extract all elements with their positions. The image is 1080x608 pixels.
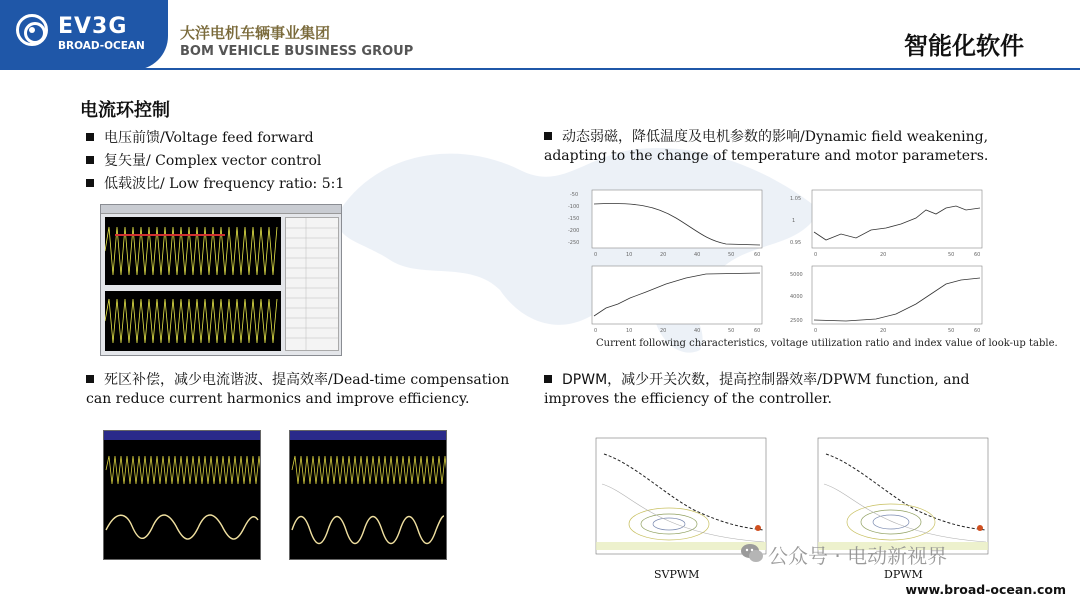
plot-voltage-utilization (786, 188, 986, 260)
footer-url[interactable]: www.broad-ocean.com (905, 582, 1066, 597)
plot-current-following (566, 188, 766, 260)
svg-text:10: 10 (626, 328, 633, 334)
page-title: 智能化软件 (904, 32, 1024, 60)
svg-text:1: 1 (792, 218, 796, 224)
svg-text:-100: -100 (568, 204, 580, 210)
bullet-square-icon (86, 179, 94, 187)
bullet-en: / Low frequency ratio: 5:1 (160, 176, 345, 192)
oscilloscope-before-compensation (103, 430, 261, 560)
svg-text:60: 60 (974, 328, 981, 334)
logo-subtitle: BROAD-OCEAN (58, 40, 145, 52)
bullet-square-icon (86, 156, 94, 164)
wechat-icon (740, 542, 764, 564)
svg-text:0: 0 (594, 252, 598, 258)
bullet-cn: 死区补偿，减少电流谐波、提高效率 (104, 372, 328, 388)
plots-caption: Current following characteristics, voltage utilization ratio and index value of look-up table. (596, 338, 1058, 349)
svg-text:-200: -200 (568, 228, 580, 234)
oscilloscope-after-compensation (289, 430, 447, 560)
bullet-voltage-feed-forward (86, 129, 314, 148)
svg-text:50: 50 (728, 328, 735, 334)
svg-text:20: 20 (880, 328, 887, 334)
bullet-complex-vector (86, 152, 321, 171)
oscilloscope-header (104, 431, 260, 440)
svg-text:-50: -50 (570, 192, 579, 198)
svg-text:-150: -150 (568, 216, 580, 222)
svg-text:60: 60 (754, 252, 761, 258)
svg-text:-250: -250 (568, 240, 580, 246)
svg-text:0: 0 (814, 252, 818, 258)
plot-current-step (566, 264, 766, 336)
svg-text:4000: 4000 (790, 294, 803, 300)
plot-lookup-index (786, 264, 986, 336)
bullet-cn: DPWM，减少开关次数，提高控制器效率 (562, 372, 818, 388)
scope-toolbar (101, 205, 341, 214)
svg-text:40: 40 (694, 252, 701, 258)
bullet-en: /Dynamic field weakening, adapting to the change of temperature and motor parameters. (544, 129, 989, 164)
bullet-cn: 动态弱磁，降低温度及电机参数的影响 (562, 129, 800, 145)
bullet-dpwm (544, 371, 1014, 409)
section-title: 电流环控制 (80, 100, 170, 121)
bullet-square-icon (86, 133, 94, 141)
svg-text:50: 50 (728, 252, 735, 258)
bullet-dynamic-field-weakening (544, 128, 1014, 166)
bullet-cn: 低载波比 (104, 176, 160, 192)
scope-side-panel (285, 217, 339, 351)
group-name-en: BOM VEHICLE BUSINESS GROUP (180, 44, 414, 59)
svg-text:20: 20 (660, 328, 667, 334)
svg-text:0: 0 (814, 328, 818, 334)
svpwm-label: SVPWM (654, 568, 700, 581)
svg-text:2500: 2500 (790, 318, 803, 324)
logo-icon (16, 14, 48, 46)
bullet-square-icon (86, 375, 94, 383)
oscilloscope-header (290, 431, 446, 440)
bullet-en: /Voltage feed forward (160, 130, 314, 146)
bullet-cn: 电压前馈 (104, 130, 160, 146)
svg-text:40: 40 (694, 328, 701, 334)
header-divider (0, 68, 1080, 70)
svg-text:0: 0 (594, 328, 598, 334)
bullet-cn: 复矢量 (104, 153, 146, 169)
bullet-low-frequency-ratio (86, 175, 344, 194)
svg-text:0.95: 0.95 (790, 240, 802, 246)
bullet-en: /Dead-time compensation can reduce current harmonics and improve efficiency. (86, 372, 510, 407)
bullet-en: / Complex vector control (146, 153, 322, 169)
bullet-dead-time-compensation (86, 371, 526, 409)
svg-text:60: 60 (754, 328, 761, 334)
dpwm-label: DPWM (884, 568, 923, 581)
svg-text:50: 50 (948, 328, 955, 334)
group-name-cn: 大洋电机车辆事业集团 (180, 24, 331, 42)
current-loop-scope-screenshot (100, 204, 342, 356)
svg-text:20: 20 (880, 252, 887, 258)
bullet-square-icon (544, 375, 552, 383)
bullet-en: /DPWM function, and improves the efficiency of the controller. (544, 372, 970, 407)
scope-waveform-top (105, 217, 281, 285)
scope-waveform-bottom (105, 291, 281, 351)
wechat-watermark: 公众号 · 电动新视界 (768, 544, 948, 568)
logo-brand: EV3G (58, 14, 128, 39)
svg-text:1.05: 1.05 (790, 196, 802, 202)
svg-text:5000: 5000 (790, 272, 803, 278)
svg-text:10: 10 (626, 252, 633, 258)
svg-text:50: 50 (948, 252, 955, 258)
svg-text:60: 60 (974, 252, 981, 258)
svg-text:20: 20 (660, 252, 667, 258)
bullet-square-icon (544, 132, 552, 140)
